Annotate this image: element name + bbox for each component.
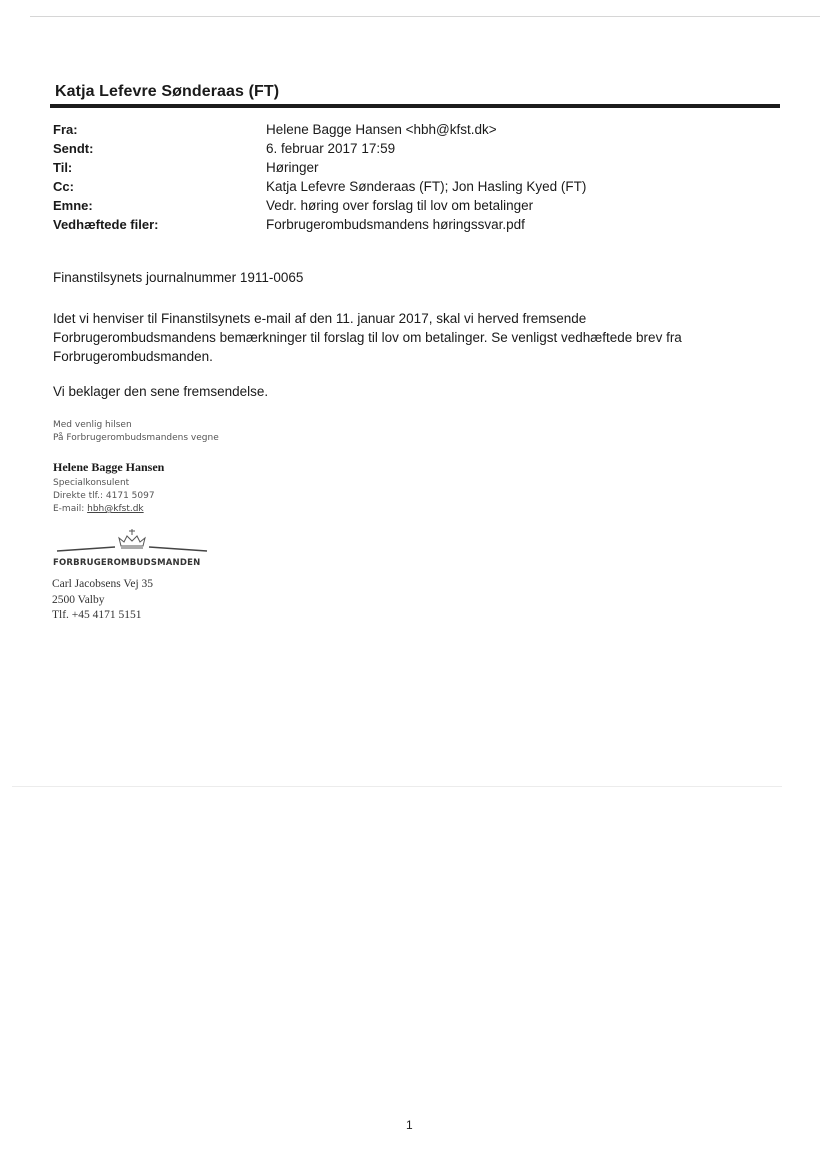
from-label: Fra: — [53, 122, 78, 137]
postal-address — [52, 577, 153, 624]
to-label: Til: — [53, 160, 73, 175]
attachments-label: Vedhæftede filer: — [53, 217, 159, 232]
signature-greeting — [53, 419, 219, 445]
journal-number-line: Finanstilsynets journalnummer 1911-0065 — [53, 270, 304, 285]
direct-phone: Direkte tlf.: 4171 5097 — [53, 491, 155, 501]
address-line: Tlf. +45 4171 5151 — [52, 609, 142, 621]
logo-wordmark: FORBRUGEROMBUDSMANDEN — [53, 558, 201, 568]
mailbox-owner-name: Katja Lefevre Sønderaas (FT) — [55, 83, 280, 100]
main-paragraph-line: Idet vi henviser til Finanstilsynets e-mail af den 11. januar 2017, skal vi herved fremsende — [53, 311, 587, 326]
cc-value: Katja Lefevre Sønderaas (FT); Jon Hasling Kyed (FT) — [266, 179, 587, 194]
email-label: E-mail: — [53, 504, 88, 514]
signature-name: Helene Bagge Hansen — [53, 460, 165, 474]
attachment-filename: Forbrugerombudsmandens høringssvar.pdf — [266, 217, 525, 232]
from-value: Helene Bagge Hansen <hbh@kfst.dk> — [266, 122, 497, 137]
page-number: 1 — [406, 1118, 413, 1132]
on-behalf-line: På Forbrugerombudsmandens vegne — [53, 433, 219, 443]
sent-label: Sendt: — [53, 141, 94, 156]
to-value: Høringer — [266, 160, 319, 175]
main-paragraph — [53, 309, 753, 366]
job-title: Specialkonsulent — [53, 478, 130, 488]
address-line: Carl Jacobsens Vej 35 — [52, 578, 154, 590]
signature-details — [53, 477, 155, 516]
email-link[interactable]: hbh@kfst.dk — [87, 504, 144, 514]
header-divider — [50, 104, 780, 108]
scan-artifact-line — [12, 786, 782, 787]
sent-value: 6. februar 2017 17:59 — [266, 141, 396, 156]
subject-value: Vedr. høring over forslag til lov om betalinger — [266, 198, 534, 213]
apology-line: Vi beklager den sene fremsendelse. — [53, 384, 269, 399]
address-line: 2500 Valby — [52, 593, 105, 606]
cc-label: Cc: — [53, 179, 74, 194]
crown-icon — [53, 526, 213, 558]
scan-edge-line — [30, 16, 820, 17]
main-paragraph-line: Forbrugerombudsmanden. — [53, 349, 213, 364]
forbrugerombudsmanden-logo — [53, 526, 213, 574]
greeting-line: Med venlig hilsen — [53, 420, 132, 430]
subject-label: Emne: — [53, 198, 93, 213]
main-paragraph-line: Forbrugerombudsmandens bemærkninger til forslag til lov om betalinger. Se venligst vedhæftede brev fra — [53, 330, 682, 345]
email-line — [53, 503, 155, 516]
